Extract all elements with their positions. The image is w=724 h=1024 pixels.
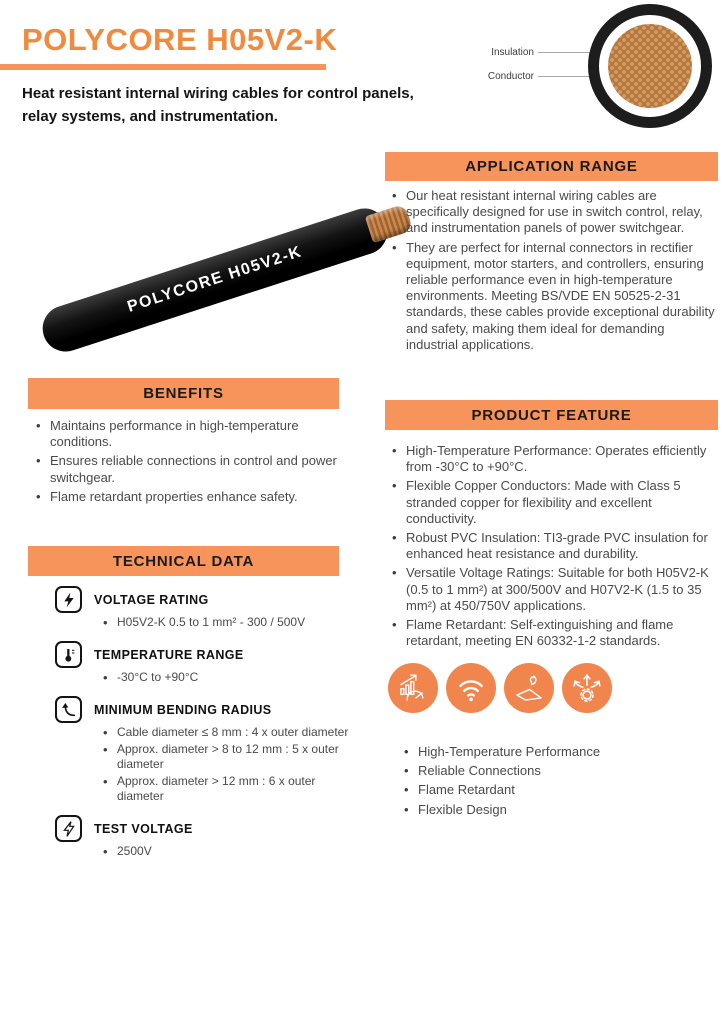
list-item: • Flame Retardant: Self-extinguishing and flame retardant, meeting EN 60332-1-2 standards. [390, 617, 722, 649]
list-item: • They are perfect for internal connectors in rectifier equipment, motor starters, and controllers, ensuring reliable performance even in high-temperature environments. Meeting BS/VDE EN 50525-2-31 standards, these cables provide exceptional durability and safety, making them ideal for demanding industrial applications. [390, 240, 720, 353]
list-item: • Approx. diameter > 12 mm : 6 x outer diameter [101, 774, 360, 804]
list-item: • Robust PVC Insulation: TI3-grade PVC insulation for enhanced heat resistance and durability. [390, 530, 722, 562]
flame-retardant-icon [504, 663, 554, 713]
tech-item-voltage-rating [55, 586, 360, 630]
conductor-label: Conductor [487, 71, 534, 82]
thermometer-icon [55, 641, 82, 668]
list-item: • Reliable Connections [402, 763, 702, 779]
application-range-list [390, 188, 720, 356]
product-feature-header: PRODUCT FEATURE [385, 400, 718, 430]
tech-item-temperature-range [55, 641, 360, 685]
flexible-design-gear-icon [562, 663, 612, 713]
list-item: • Flame retardant properties enhance safety. [34, 489, 364, 505]
tech-item-head [55, 815, 360, 842]
highlight-icons-row [388, 663, 612, 713]
lightning-bolt-icon [55, 586, 82, 613]
list-item: • Our heat resistant internal wiring cables are specifically designed for use in switch control, relay, and instrumentation panels of power switchgear. [390, 188, 720, 237]
tech-item-bullets [55, 615, 360, 630]
tech-item-bullets [55, 670, 360, 685]
page-subtitle: Heat resistant internal wiring cables for control panels, relay systems, and instrumentation. [22, 85, 414, 125]
tech-item-bullets [55, 725, 360, 804]
tech-item-test-voltage [55, 815, 360, 859]
tech-item-label: TEMPERATURE RANGE [94, 647, 244, 662]
list-item: • -30°C to +90°C [101, 670, 360, 685]
technical-data-list [55, 586, 360, 870]
highlights-list [402, 744, 702, 821]
list-item: • H05V2-K 0.5 to 1 mm² - 300 / 500V [101, 615, 360, 630]
cable-photo [12, 195, 432, 375]
list-item: • Approx. diameter > 8 to 12 mm : 5 x outer diameter [101, 742, 360, 772]
tech-item-label: TEST VOLTAGE [94, 821, 193, 836]
tech-item-minimum-bending-radius [55, 696, 360, 804]
application-range-header: APPLICATION RANGE [385, 152, 718, 181]
bend-radius-arrow-icon [55, 696, 82, 723]
benefits-list [34, 418, 364, 508]
copper-strands [608, 24, 692, 108]
list-item: • High-Temperature Performance [402, 744, 702, 760]
list-item: • Flexible Design [402, 802, 702, 818]
signal-strength-icon [446, 663, 496, 713]
list-item: • High-Temperature Performance: Operates efficiently from -30°C to +90°C. [390, 443, 722, 475]
tech-item-label: VOLTAGE RATING [94, 592, 209, 607]
tech-item-bullets [55, 844, 360, 859]
test-lightning-icon [55, 815, 82, 842]
list-item: • Flexible Copper Conductors: Made with Class 5 stranded copper for flexibility and excellent conductivity. [390, 478, 722, 527]
tech-item-head [55, 696, 360, 723]
benefits-header: BENEFITS [28, 378, 339, 409]
cable-cross-section-diagram [588, 4, 712, 128]
tech-item-label: MINIMUM BENDING RADIUS [94, 702, 272, 717]
list-item: • Maintains performance in high-temperature conditions. [34, 418, 364, 450]
cable-print-text: POLYCORE H05V2-K [125, 243, 305, 316]
list-item: • Versatile Voltage Ratings: Suitable for both H05V2-K (0.5 to 1 mm²) at 300/500V and H07V2-K (1.5 to 35 mm²) at 450/750V applications. [390, 565, 722, 614]
performance-gauge-icon [388, 663, 438, 713]
tech-item-head [55, 586, 360, 613]
tech-item-head [55, 641, 360, 668]
list-item: • 2500V [101, 844, 360, 859]
list-item: • Cable diameter ≤ 8 mm : 4 x outer diameter [101, 725, 360, 740]
insulation-label: Insulation [491, 47, 534, 58]
product-feature-list [390, 443, 722, 652]
cable-body [37, 203, 394, 358]
technical-data-header: TECHNICAL DATA [28, 546, 339, 576]
title-underline-bar [0, 64, 326, 70]
page-title: POLYCORE H05V2-K [22, 22, 338, 57]
list-item: • Ensures reliable connections in control and power switchgear. [34, 453, 364, 485]
list-item: • Flame Retardant [402, 782, 702, 798]
